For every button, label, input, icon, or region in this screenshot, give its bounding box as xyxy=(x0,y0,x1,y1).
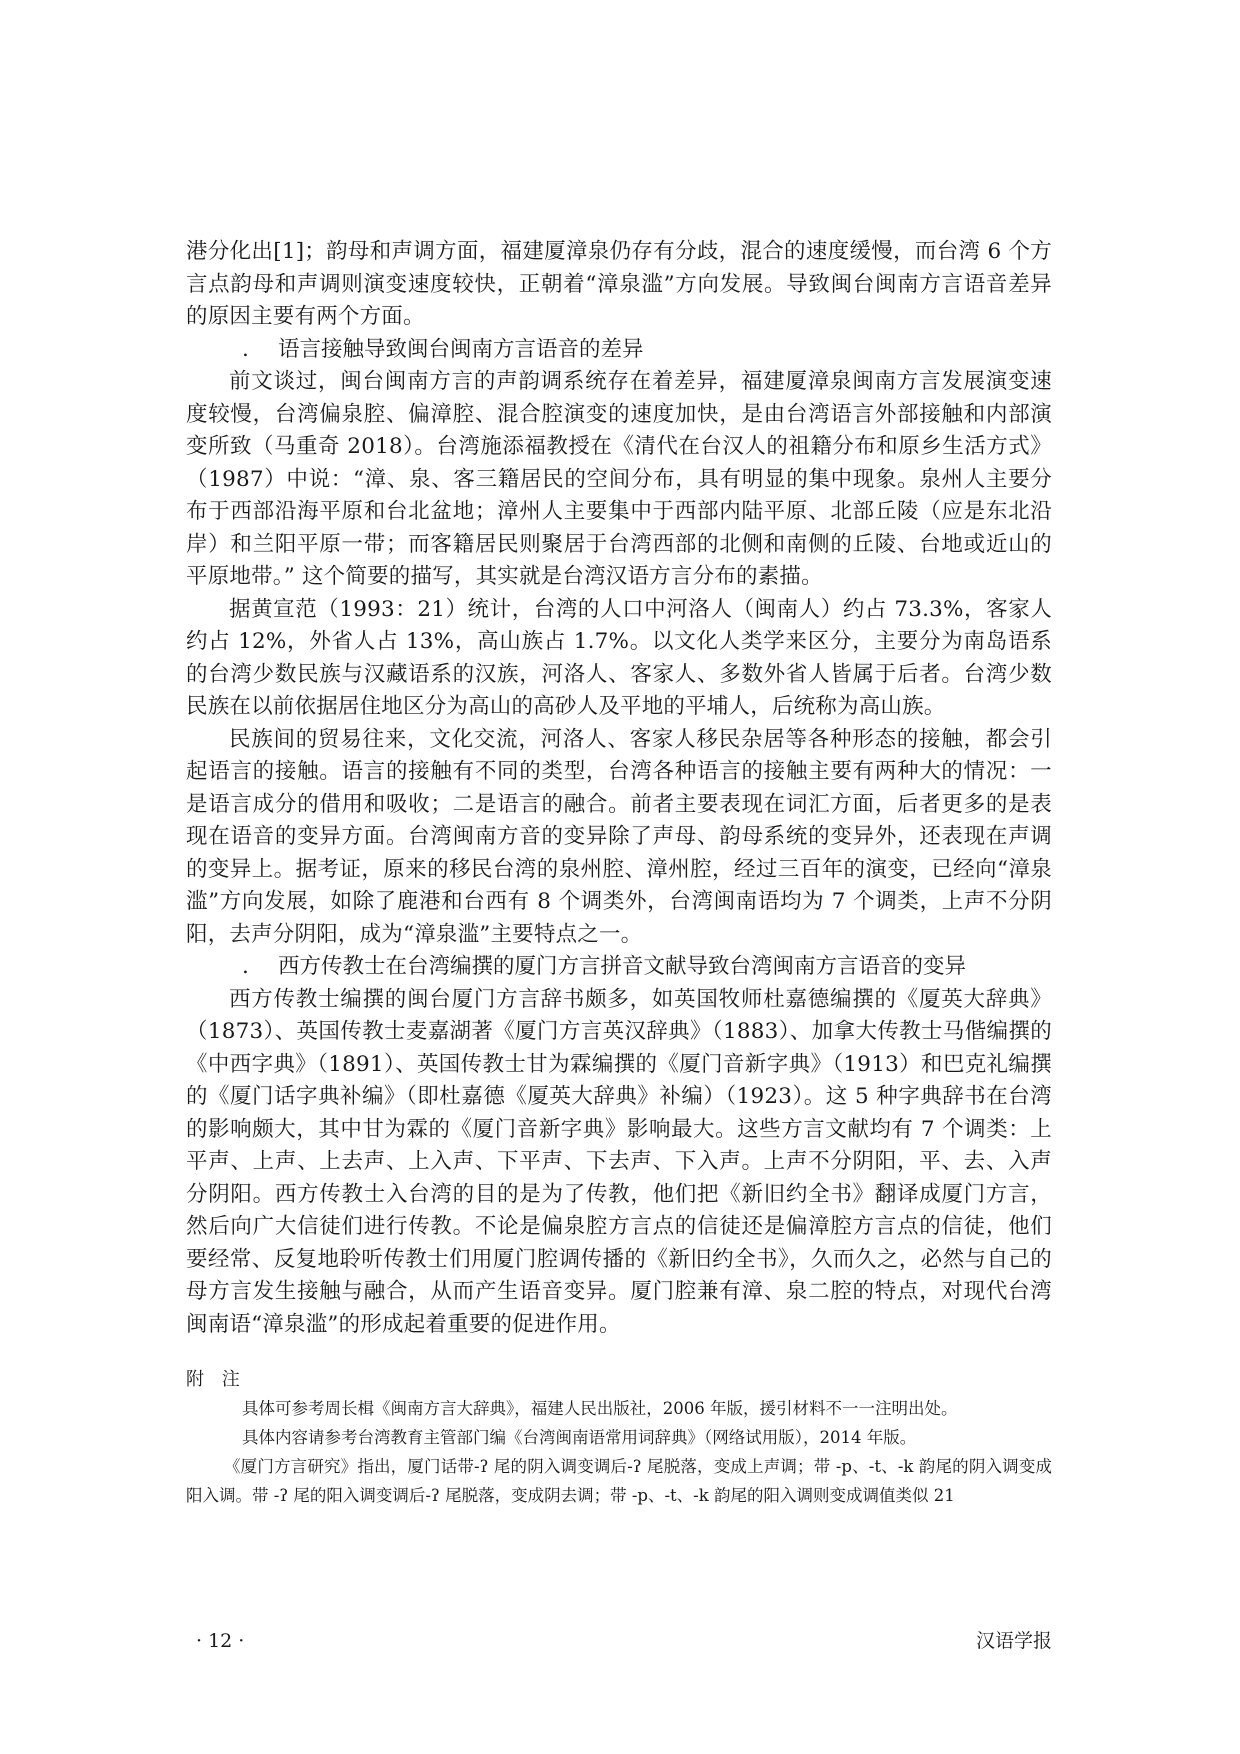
note-item: 具体内容请参考台湾教育主管部门编《台湾闽南语常用词辞典》（网络试用版），2014 年版。 xyxy=(242,1428,917,1447)
journal-name: 汉语学报 xyxy=(975,1630,1052,1652)
page-number: · 12 · xyxy=(196,1630,245,1652)
note-item: 具体可参考周长楫《闽南方言大辞典》，福建人民出版社，2006 年版，援引材料不一一注明出处。 xyxy=(242,1399,958,1418)
heading-text: 语言接触导致闽台闽南方言语音的差异 xyxy=(278,336,644,362)
paragraph: 据黄宣范（1993：21）统计，台湾的人口中河洛人（闽南人）约占 73.3%，客家人约占 12%，外省人占 13%，高山族占 1.7%。以文化人类学来区分，主要分为南岛语系的台湾少数民族与汉藏语系的汉族，河洛人、客家人、多数外省人皆属于后者。台湾少数民族在以前依据居住地区分为高山的高砂人及平地的平埔人，后统称为高山族。 xyxy=(186,596,1052,719)
notes-title: 附 注 xyxy=(186,1369,246,1390)
paragraph-continued: 港分化出[1]；韵母和声调方面，福建厦漳泉仍存有分歧，混合的速度缓慢，而台湾 6 个方言点韵母和声调则演变速度较快，正朝着“漳泉滥”方向发展。导致闽台闽南方言语音差异的原因主要有两个方面。 xyxy=(186,239,1052,329)
section-heading-1 xyxy=(186,334,1052,367)
paragraph: 前文谈过，闽台闽南方言的声韵调系统存在着差异，福建厦漳泉闽南方言发展演变速度较慢，台湾偏泉腔、偏漳腔、混合腔演变的速度加快，是由台湾语言外部接触和内部演变所致（马重奇 2018）。台湾施添福教授在《清代在台汉人的祖籍分布和原乡生活方式》（1987）中说：“漳、泉、客三籍居民的空间分布，具有明显的集中现象。泉州人主要分布于西部沿海平原和台北盆地；漳州人主要集中于西部内陆平原、北部丘陵（应是东北沿岸）和兰阳平原一带；而客籍居民则聚居于台湾西部的北侧和南侧的丘陵、台地或近山的平原地带。” 这个简要的描写，其实就是台湾汉语方言分布的素描。 xyxy=(186,369,1052,589)
heading-number: . xyxy=(242,954,249,979)
heading-number: . xyxy=(242,336,249,362)
note-item: 《厦门方言研究》指出，厦门话带-ʔ 尾的阴入调变调后-ʔ 尾脱落，变成上声调；带 -p、-t、-k 韵尾的阴入调变成阳入调。带 -ʔ 尾的阳入调变调后-ʔ 尾脱落，变成阴去调；带 -p、-t、-k 韵尾的阳入调则变成调值类似 21 xyxy=(186,1457,1052,1505)
paragraph: 民族间的贸易往来，文化交流，河洛人、客家人移民杂居等各种形态的接触，都会引起语言的接触。语言的接触有不同的类型，台湾各种语言的接触主要有两种大的情况：一是语言成分的借用和吸收；二是语言的融合。前者主要表现在词汇方面，后者更多的是表现在语音的变异方面。台湾闽南方音的变异除了声母、韵母系统的变异外，还表现在声调的变异上。据考证，原来的移民台湾的泉州腔、漳州腔，经过三百年的演变，已经向“漳泉滥”方向发展，如除了鹿港和台西有 8 个调类外，台湾闽南语均为 7 个调类，上声不分阴阳，去声分阴阳，成为“漳泉滥”主要特点之一。 xyxy=(186,726,1052,947)
paragraph: 西方传教士编撰的闽台厦门方言辞书颇多，如英国牧师杜嘉德编撰的《厦英大辞典》（1873）、英国传教士麦嘉湖著《厦门方言英汉辞典》（1883）、加拿大传教士马偕编撰的《中西字典》（1891）、英国传教士甘为霖编撰的《厦门音新字典》（1913）和巴克礼编撰的《厦门话字典补编》（即杜嘉德《厦英大辞典》补编）（1923）。这 5 种字典辞书在台湾的影响颇大，其中甘为霖的《厦门音新字典》影响最大。这些方言文献均有 7 个调类：上平声、上声、上去声、上入声、下平声、下去声、下入声。上声不分阴阳，平、去、入声分阴阳。西方传教士入台湾的目的是为了传教，他们把《新旧约全书》翻译成厦门方言，然后向广大信徒们进行传教。不论是偏泉腔方言点的信徒还是偏漳腔方言点的信徒，他们要经常、反复地聆听传教士们用厦门腔调传播的《新旧约全书》，久而久之，必然与自己的母方言发生接触与融合，从而产生语音变异。厦门腔兼有漳、泉二腔的特点，对现代台湾闽南语“漳泉滥”的形成起着重要的促进作用。 xyxy=(186,986,1052,1337)
heading-text: 西方传教士在台湾编撰的厦门方言拼音文献导致台湾闽南方言语音的变异 xyxy=(278,954,967,979)
section-heading-2 xyxy=(186,951,1052,984)
main-text xyxy=(186,236,1052,1341)
notes-section xyxy=(186,1366,1052,1510)
